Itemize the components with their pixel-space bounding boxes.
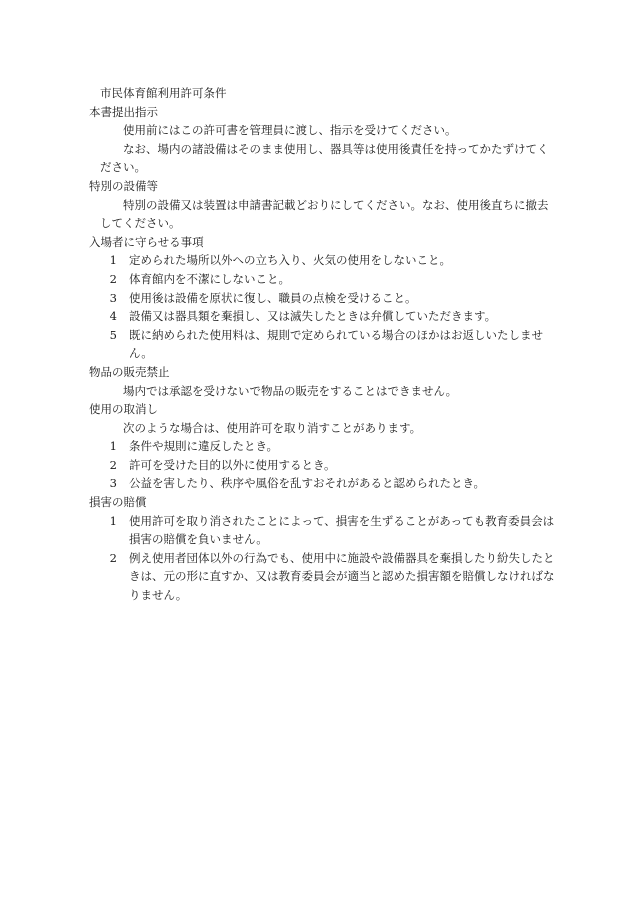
section-paragraph: 使用前にはこの許可書を管理員に渡し、指示を受けてください。 (123, 123, 457, 138)
list-item (89, 307, 559, 326)
list-item-number: 1 (109, 513, 117, 528)
list-item-number: 2 (109, 550, 117, 565)
list-item-number: 2 (109, 457, 117, 472)
list-item (89, 474, 559, 493)
section-heading: 使用の取消し (89, 402, 158, 417)
list-item-text: 例え使用者団体以外の行為でも、使用中に施設や設備器具を棄損したり紛失したときは、元の形に直すか、又は教育委員会が適当と認めた損害額を賠償しなければなりません。 (129, 550, 555, 603)
list-item-text: 使用許可を取り消されたことによって、損害を生ずることがあっても教育委員会は損害の賠償を負いません。 (129, 513, 555, 547)
list-item-number: 3 (109, 476, 117, 491)
list-item (89, 456, 559, 475)
section-paragraph: なお、場内の諸設備はそのまま使用し、器具等は使用後責任を持ってかたずけてください。 (100, 141, 549, 175)
document-body (89, 84, 559, 605)
list-item-number: 3 (109, 290, 117, 305)
list-item-number: 1 (109, 253, 117, 268)
list-item-text: 公益を害したり、秩序や風俗を乱すおそれがあると認められたとき。 (129, 476, 486, 491)
section-paragraph: 特別の設備又は装置は申請書記載どおりにしてください。なお、使用後直ちに撤去してください。 (100, 197, 549, 231)
list-item-text: 体育館内を不潔にしないこと。 (129, 271, 290, 286)
document-title: 市民体育館利用許可条件 (100, 86, 227, 100)
list-item (89, 326, 559, 363)
list-item-text: 使用後は設備を原状に復し、職員の点検を受けること。 (129, 290, 417, 305)
section-heading: 物品の販売禁止 (89, 364, 170, 379)
section-heading: 特別の設備等 (89, 178, 158, 193)
section-heading: 入場者に守らせる事項 (89, 234, 204, 249)
section-paragraph: 場内では承認を受けないで物品の販売をすることはできません。 (123, 383, 458, 398)
list-item-number: 1 (109, 439, 117, 454)
list-item-text: 定められた場所以外への立ち入り、火気の使用をしないこと。 (129, 253, 451, 268)
section-heading: 本書提出指示 (89, 104, 158, 119)
list-item-text: 設備又は器具類を棄損し、又は滅失したときは弁償していただきます。 (129, 309, 497, 324)
section-paragraph: 次のような場合は、使用許可を取り消すことがあります。 (123, 420, 422, 435)
list-item (89, 437, 559, 456)
list-item (89, 270, 559, 289)
list-item (89, 251, 559, 270)
list-item (89, 549, 559, 605)
list-item (89, 289, 559, 308)
list-item-number: 5 (109, 327, 117, 342)
list-item (89, 512, 559, 549)
list-item-number: 2 (109, 271, 117, 286)
section-heading: 損害の賠償 (89, 495, 147, 510)
list-item-text: 既に納められた使用料は、規則で定められている場合のほかはお返しいたしません。 (129, 327, 543, 361)
list-item-text: 許可を受けた目的以外に使用するとき。 (129, 457, 336, 472)
list-item-text: 条件や規則に違反したとき。 (129, 439, 279, 454)
list-item-number: 4 (109, 309, 117, 324)
